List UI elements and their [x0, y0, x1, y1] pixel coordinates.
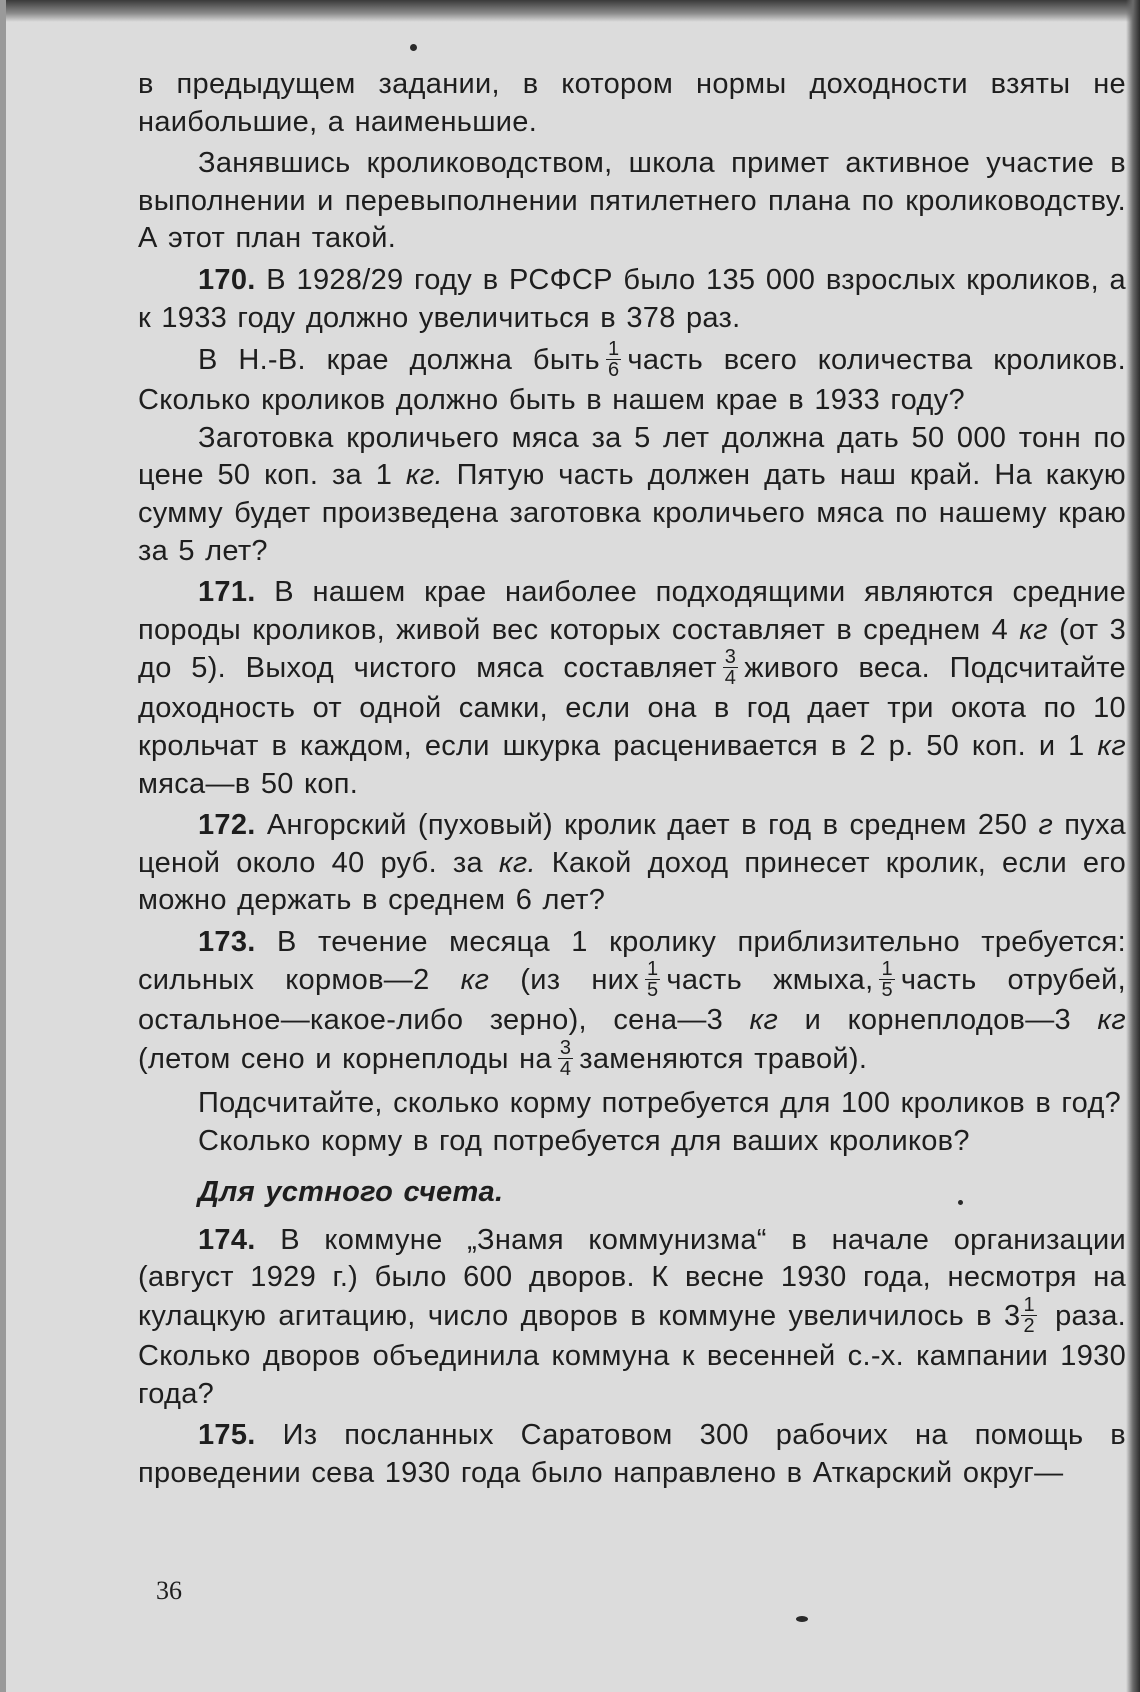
text-run: и корнеплодов—3 — [804, 1004, 1071, 1037]
paragraph-intro: Занявшись кролиководством, школа примет активное участие в выполнении и перевыполнении пятилетнего плана по кролиководству. А этот план такой. — [138, 147, 1126, 255]
text-run: раза. Сколько дворов объединила коммуна к весенней с.-х. кампании 1930 года? — [138, 1300, 1127, 1410]
problem-172 — [138, 807, 1126, 920]
page-edge — [0, 0, 6, 1692]
fraction — [606, 339, 621, 380]
text-run: Пятую часть должен дать наш край. На какую сумму будет произведена заготовка кроличьего мяса по нашему краю за 5 лет? — [138, 459, 1126, 567]
unit-kg: кг — [749, 1004, 779, 1037]
problem-number: 171. — [198, 576, 256, 609]
text-run: (от 3 до 5). Выход чистого мяса составляет — [138, 613, 1126, 685]
problem-number: 172. — [198, 809, 256, 842]
text-run: часть отрубей, остальное—какое-либо зерно), сена—3 — [138, 964, 1127, 1037]
unit-g: г — [1038, 809, 1054, 842]
text-run: часть всего количества кроликов. Сколько кроликов должно быть в нашем крае в 1933 году? — [138, 344, 1126, 417]
fraction-denominator: 5 — [881, 979, 893, 1002]
problem-170-part-3 — [138, 420, 1126, 570]
text-run: мяса—в 50 коп. — [138, 767, 359, 800]
fraction-numerator: 3 — [724, 646, 737, 669]
fraction — [1021, 1295, 1036, 1336]
fraction-numerator: 1 — [646, 958, 659, 981]
text-run: В коммуне „Знамя коммунизма“ в начале организации (август 1929 г.) было 600 дворов. К весне 1930 года, несмотря на кулацкую агитацию, число дворов в коммуне увеличилось в — [138, 1223, 1127, 1333]
problem-173-question-1: Подсчитайте, сколько корму потребуется для 100 кроликов в год? — [198, 1087, 1122, 1120]
print-speck — [958, 1200, 963, 1205]
text-run: В нашем крае наиболее подходящими являются средние породы кроликов, живой вес которых составляет в среднем 4 — [138, 576, 1127, 646]
page-number: 36 — [156, 1576, 182, 1605]
text-run: Какой доход принесет кролик, если его можно держать в среднем 6 лет? — [138, 846, 1127, 917]
unit-kg: кг — [460, 964, 490, 997]
text-run: В течение месяца 1 кролику приблизительно требуется: сильных кормов—2 — [138, 925, 1127, 997]
fraction-denominator: 5 — [646, 979, 659, 1002]
text-run: живого веса. Подсчитайте доходность от одной самки, если она в год дает три окота по 10 крольчат в каждом, если шкурка расценивается в 2 р. 50 коп. и 1 — [138, 652, 1126, 762]
unit-kg: кг — [1097, 729, 1127, 762]
fraction-numerator: 1 — [881, 958, 893, 981]
problem-number: 174. — [198, 1223, 256, 1256]
fraction — [723, 647, 738, 688]
problem-170 — [138, 262, 1126, 337]
fraction-denominator: 6 — [607, 359, 620, 382]
problem-170-part-2 — [138, 338, 1126, 420]
fraction-denominator: 2 — [1023, 1315, 1035, 1338]
problem-173-question-2: Сколько корму в год потребуется для ваших кроликов? — [198, 1124, 970, 1157]
print-speck — [410, 44, 417, 51]
problem-number: 170. — [198, 263, 256, 296]
problem-171 — [138, 574, 1126, 803]
section-heading: Для устного счета. — [198, 1176, 504, 1209]
fraction-numerator: 3 — [559, 1037, 572, 1060]
text-run: В Н.-В. крае должна быть — [198, 344, 600, 377]
text-run: часть жмыха, — [666, 964, 874, 997]
fraction-numerator: 1 — [1023, 1294, 1035, 1317]
text-run: заменяются травой). — [579, 1043, 868, 1076]
print-speck — [796, 1616, 808, 1622]
problem-number: 175. — [198, 1419, 256, 1452]
problem-text: В 1928/29 году в РСФСР было 135 000 взрослых кроликов, а к 1933 году должно увеличиться в 378 раз. — [138, 263, 1126, 334]
text-run: Ангорский (пуховый) кролик дает в год в среднем 250 — [266, 809, 1028, 842]
fraction — [558, 1038, 573, 1079]
problem-174 — [138, 1222, 1126, 1413]
unit-kg: кг — [1097, 1004, 1127, 1037]
text-run: пуха ценой около 40 руб. за — [138, 809, 1126, 879]
fraction — [879, 959, 894, 1000]
unit-kg: кг. — [498, 846, 536, 879]
problem-175 — [138, 1417, 1126, 1492]
fraction-numerator: 1 — [607, 338, 620, 361]
text-run: Заготовка кроличьего мяса за 5 лет должна дать 50 000 тонн по цене 50 коп. за 1 — [138, 421, 1126, 492]
fraction-denominator: 4 — [559, 1058, 572, 1081]
mixed-whole: 3 — [1004, 1300, 1021, 1333]
text-run: (из них — [520, 964, 639, 997]
fraction — [645, 959, 660, 1000]
problem-text: Из посланных Саратовом 300 рабочих на помощь в проведении сева 1930 года было направлено в Аткарский округ— — [138, 1419, 1127, 1489]
problem-173 — [138, 924, 1126, 1081]
page-text — [138, 66, 1126, 1492]
paragraph-continuation: в предыдущем задании, в котором нормы доходности взяты не наибольшие, а наименьшие. — [138, 68, 1126, 138]
unit-kg: кг. — [405, 459, 443, 492]
text-run: (летом сено и корнеплоды на — [138, 1043, 552, 1076]
mixed-number — [1004, 1294, 1043, 1338]
problem-number: 173. — [198, 925, 256, 958]
unit-kg: кг — [1019, 613, 1048, 646]
fraction-denominator: 4 — [724, 667, 737, 690]
